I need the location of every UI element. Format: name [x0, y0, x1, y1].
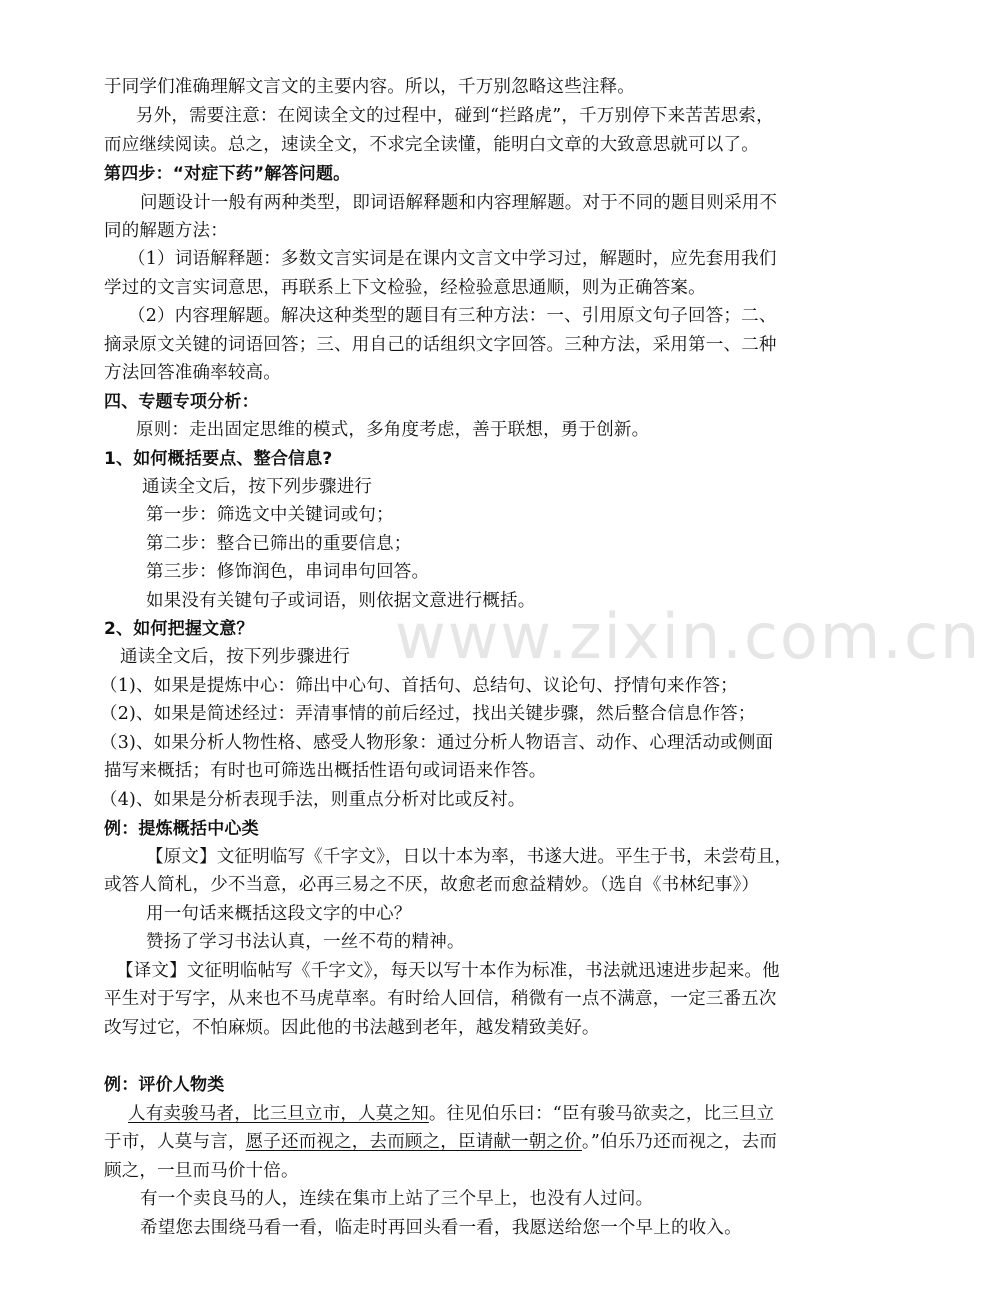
text-line: 学过的文言实词意思，再联系上下文检验，经检验意思通顺，则为正确答案。 — [104, 278, 706, 298]
text-line: 有一个卖良马的人，连续在集市上站了三个早上，也没有人过问。 — [140, 1189, 654, 1209]
text-line: 用一句话来概括这段文字的中心？ — [146, 904, 412, 924]
text-line: 平生对于写字，从来也不马虎草率。有时给人回信，稍微有一点不满意，一定三番五次 — [104, 989, 777, 1009]
text-line: 【原文】文征明临写《千字文》，日以十本为率，书遂大进。平生于书，未尝苟且， — [146, 847, 793, 867]
text-line: 通读全文后，按下列步骤进行 — [142, 477, 373, 497]
text-line: （1)、如果是提炼中心：筛出中心句、首括句、总结句、议论句、抒情句来作答； — [100, 676, 738, 696]
text-line: 【译文】文征明临帖写《千字文》，每天以写十本作为标准，书法就迅速进步起来。他 — [116, 961, 780, 981]
section-heading: 例：评价人物类 — [104, 1075, 225, 1095]
text-line: 第三步：修饰润色，串词串句回答。 — [146, 562, 430, 582]
watermark: www.zixin.com.cn — [395, 600, 981, 673]
text-span: 于市，人莫与言， — [104, 1132, 246, 1152]
text-line: 如果没有关键句子或词语，则依据文意进行概括。 — [146, 591, 536, 611]
text-line: （2）内容理解题。解决这种类型的题目有三种方法：一、引用原文句子回答；二、 — [128, 306, 777, 326]
text-span: 。往见伯乐曰：“臣有骏马欲卖之，比三旦立 — [428, 1104, 775, 1124]
text-line: 方法回答准确率较高。 — [104, 363, 281, 383]
text-line: 赞扬了学习书法认真，一丝不苟的精神。 — [146, 932, 465, 952]
text-line: 问题设计一般有两种类型，即词语解释题和内容理解题。对于不同的题目则采用不 — [140, 193, 778, 213]
underlined-text: 人有卖骏马者，比三旦立市，人莫之知 — [128, 1104, 429, 1124]
text-line: （1）词语解释题：多数文言实词是在课内文言文中学习过，解题时，应先套用我们 — [128, 249, 777, 269]
text-line: 第二步：整合已筛出的重要信息； — [146, 534, 412, 554]
text-line: 改写过它，不怕麻烦。因此他的书法越到老年，越发精致美好。 — [104, 1018, 600, 1038]
text-line: （4)、如果是分析表现手法，则重点分析对比或反衬。 — [100, 790, 526, 810]
text-line: 摘录原文关键的词语回答；三、用自己的话组织文字回答。三种方法，采用第一、二种 — [104, 335, 777, 355]
text-line: （3)、如果分析人物性格、感受人物形象：通过分析人物语言、动作、心理活动或侧面 — [100, 733, 774, 753]
section-heading: 2、如何把握文意？ — [104, 619, 254, 639]
section-heading: 1、如何概括要点、整合信息? — [104, 449, 333, 469]
text-line — [104, 1131, 777, 1153]
underlined-text: 愿子还而视之，去而顾之，臣请献一朝之价 — [245, 1132, 582, 1152]
text-line: 另外，需要注意：在阅读全文的过程中，碰到“拦路虎”，千万别停下来苦苦思索， — [136, 106, 774, 126]
text-line: 通读全文后，按下列步骤进行 — [120, 647, 351, 667]
text-line: （2)、如果是简述经过：弄清事情的前后经过，找出关键步骤，然后整合信息作答； — [100, 704, 756, 724]
text-line — [128, 1103, 774, 1125]
text-line: 第一步：筛选文中关键词或句； — [146, 505, 394, 525]
text-line: 于同学们准确理解文言文的主要内容。所以，千万别忽略这些注释。 — [104, 77, 635, 97]
text-line: 顾之，一旦而马价十倍。 — [104, 1161, 299, 1181]
text-line: 同的解题方法： — [104, 221, 228, 241]
section-heading: 第四步：“对症下药”解答问题。 — [104, 164, 351, 184]
text-span: 。”伯乐乃还而视之，去而 — [581, 1132, 778, 1152]
section-heading: 四、专题专项分析： — [104, 392, 259, 412]
text-line: 而应继续阅读。总之，速读全文，不求完全读懂，能明白文章的大致意思就可以了。 — [104, 135, 759, 155]
text-line: 原则：走出固定思维的模式，多角度考虑，善于联想，勇于创新。 — [136, 420, 650, 440]
text-line: 描写来概括；有时也可筛选出概括性语句或词语来作答。 — [104, 761, 547, 781]
text-line: 或答人简札，少不当意，必再三易之不厌，故愈老而愈益精妙。（选自《书林纪事》） — [104, 875, 760, 895]
section-heading: 例：提炼概括中心类 — [104, 819, 259, 839]
text-line: 希望您去围绕马看一看，临走时再回头看一看，我愿送给您一个早上的收入。 — [140, 1218, 742, 1238]
